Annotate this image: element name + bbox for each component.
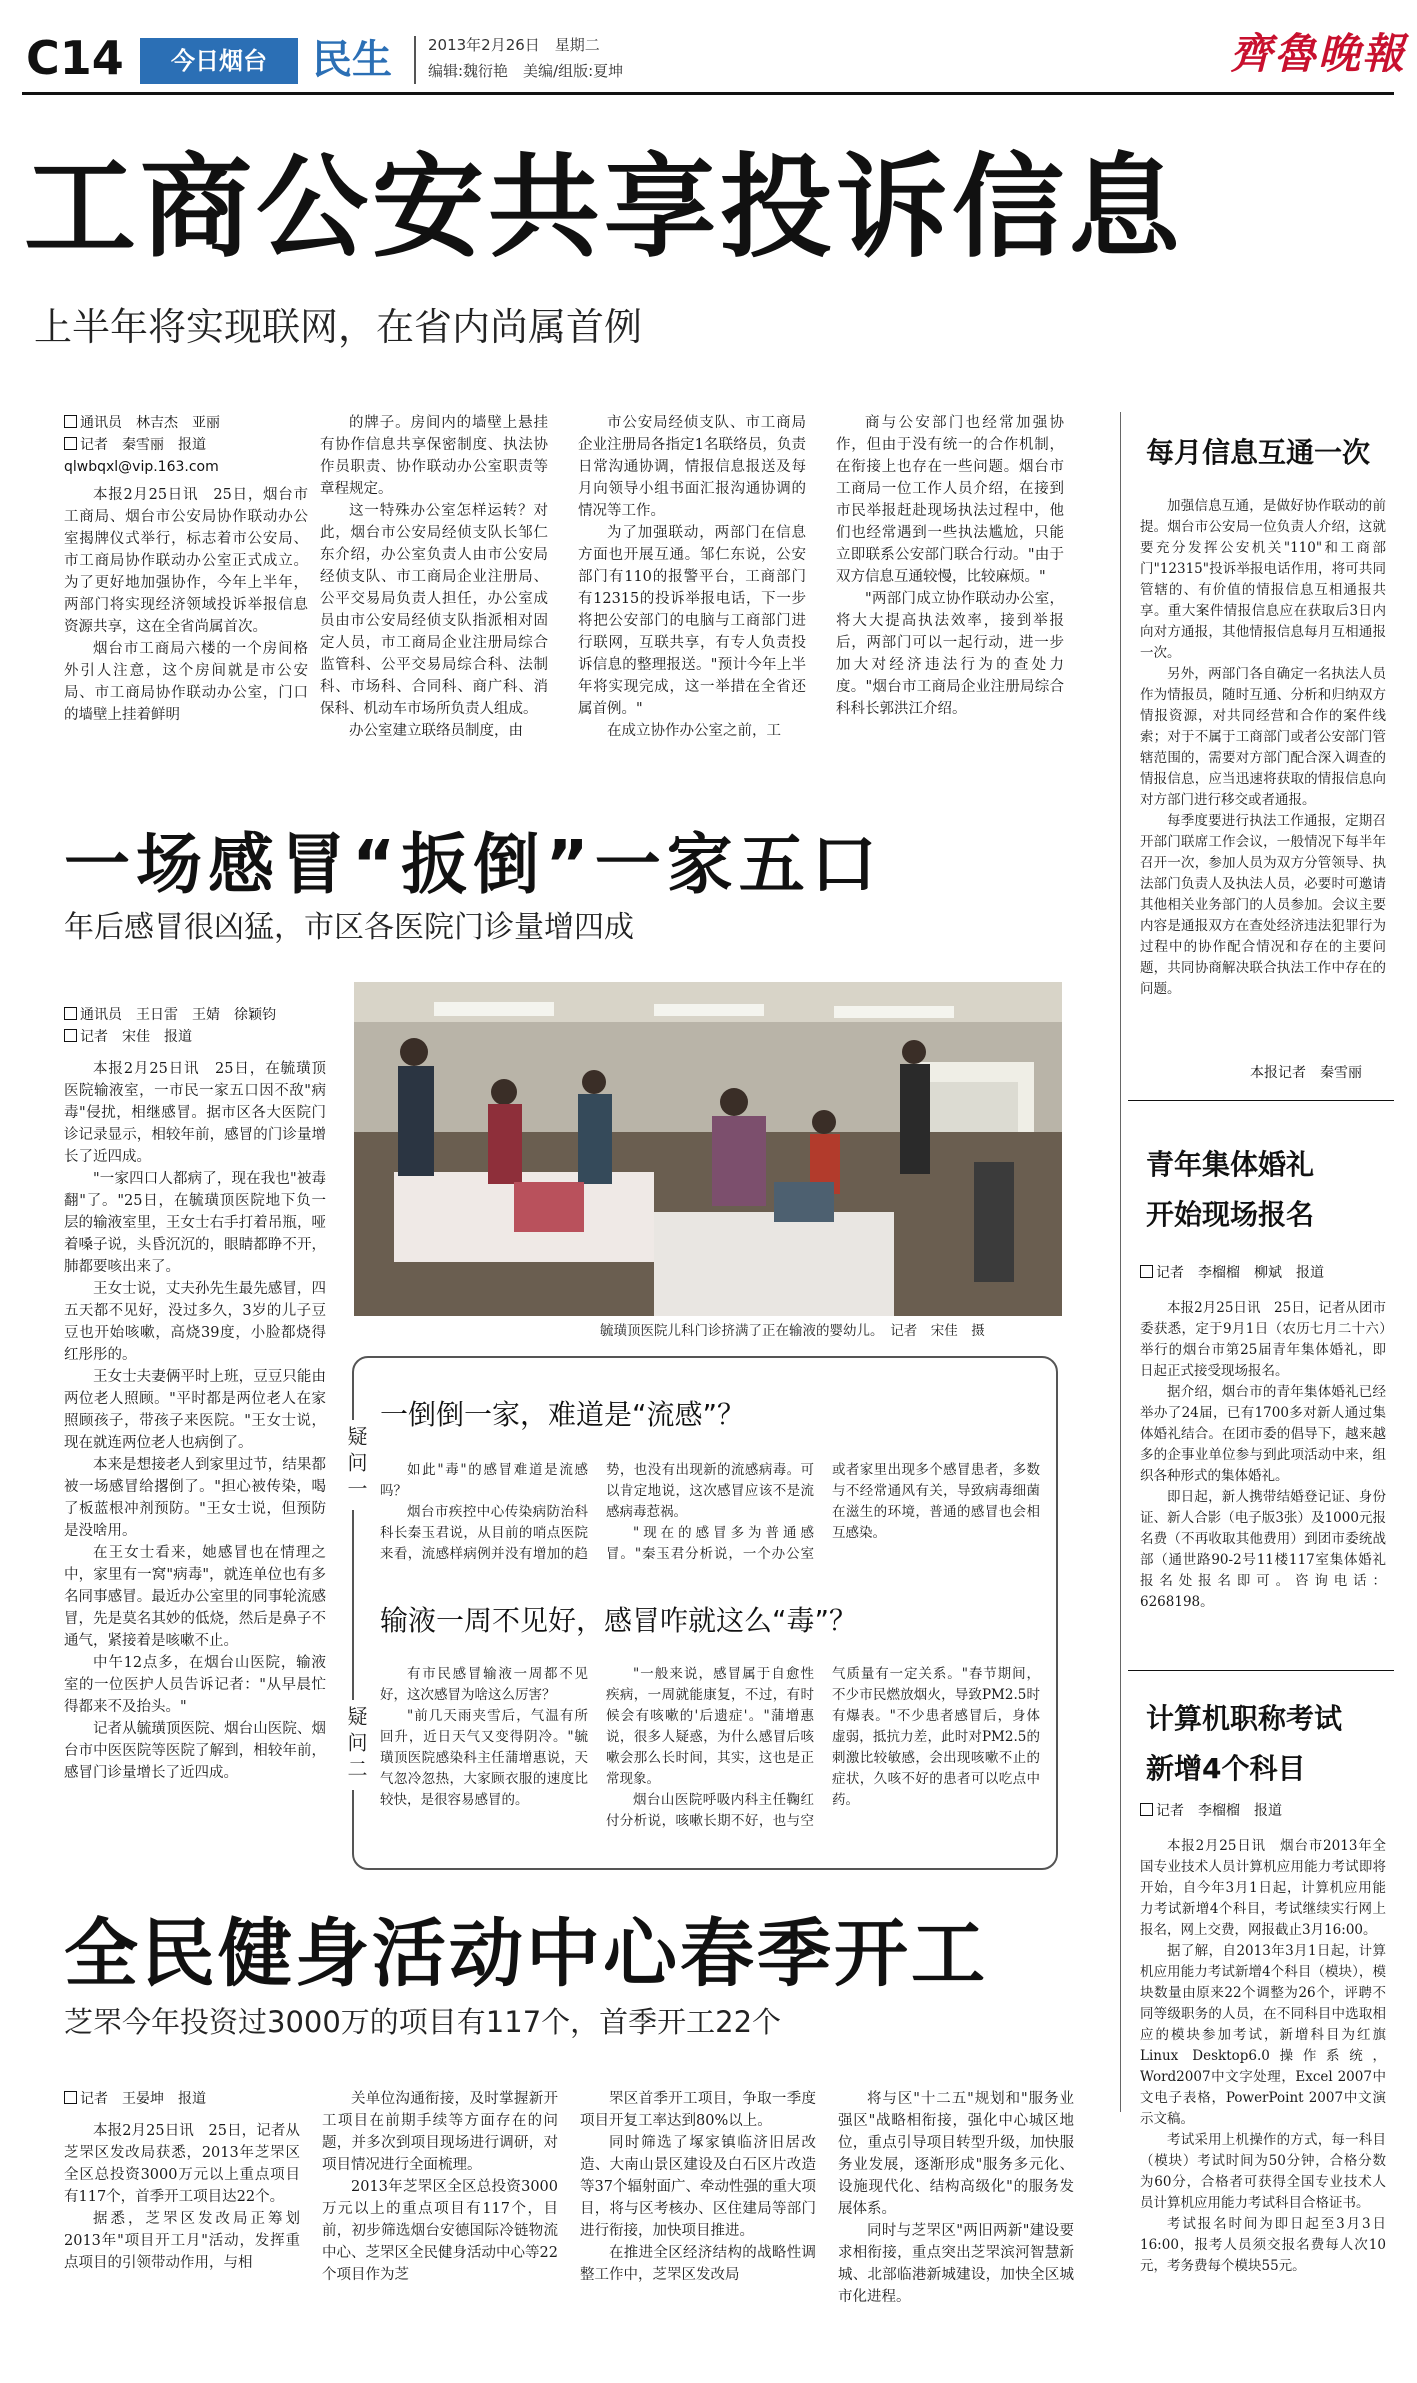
qa1-label: 疑问一 [338, 1420, 375, 1510]
page-number: C14 [26, 31, 124, 85]
byline-story3 [64, 2088, 206, 2110]
qa2-text [380, 1664, 1040, 1852]
paragraph: 据悉，芝罘区发改局正筹划2013年"项目开工月"活动，发挥重点项目的引领带动作用，与相 [64, 2211, 300, 2271]
subheadline-story3: 芝罘今年投资过3000万的项目有117个，首季开工22个 [64, 2005, 782, 2039]
paragraph: 烟台市疾控中心传染病防治科科长秦玉君说，从目前的哨点医院来看，流感样病例并没有增加的趋势，也没有出现新的流感病毒。可以肯定地说，这次感冒应该不是流感病毒惹祸。 [380, 1462, 814, 1562]
paragraph: 考试采用上机操作的方式，每一科目（模块）考试时间为50分钟，合格分数为60分，合格者可获得全国专业技术人员计算机应用能力考试科目合格证书。 [1140, 2132, 1386, 2211]
paragraph: 罘区首季开工项目，争取一季度项目开复工率达到80%以上。 [580, 2091, 816, 2129]
byline-story1 [64, 412, 304, 478]
paragraph: 这一特殊办公室怎样运转？对此，烟台市公安局经侦支队长邹仁东介绍，办公室负责人由市公安局经侦支队、市工商局企业注册局、公平交易局负责人担任，办公室成员由市公安局经侦支队指派相对固定人员，市工商局企业注册局综合监管科、公平交易局综合科、法制科、市场科、合同科、商广科、消保科、机动车市场所负责人组成。 [320, 503, 548, 717]
paragraph: "一家四口人都病了，现在我也"被毒翻"了。"25日，在毓璜顶医院地下负一层的输液室里，王女士右手打着吊瓶，哑着嗓子说，头昏沉沉的，眼睛都睁不开，肺都要咳出来了。 [64, 1171, 326, 1275]
paragraph: 烟台市工商局六楼的一个房间格外引人注意，这个房间就是市公安局、市工商局协作联动办公室，门口的墙壁上挂着鲜明 [64, 641, 308, 723]
sidebar3-title-line2: 新增4个科目 [1146, 1752, 1306, 1785]
paragraph: 加强信息互通，是做好协作联动的前提。烟台市公安局一位负责人介绍，这就要充分发挥公安机关"110"和工商部门"12315"投诉举报电话作用，将可共同管辖的、有价值的情报信息互相通报共享。重大案件情报信息应在获取后3日内向对方通报，其他情报信息每月互相通报一次。 [1140, 498, 1386, 661]
sidebar3-byline-text: 记者 李榴榴 报道 [1156, 1803, 1282, 1819]
paragraph: 关单位沟通衔接，及时掌握新开工项目在前期手续等方面存在的问题，并多次到项目现场进行调研，对项目情况进行全面梳理。 [322, 2091, 558, 2173]
byline-marker-icon [64, 1007, 77, 1020]
paragraph: 本报2月25日讯 25日，烟台市工商局、烟台市公安局协作联动办公室揭牌仪式举行，标志着市公安局、市工商局协作联动办公室正式成立。为了更好地加强协作，今年上半年，两部门将实现经济领域投诉举报信息资源共享，这在全省尚属首次。 [64, 487, 308, 635]
editors-credit: 编辑:魏衍艳 美编/组版:夏坤 [428, 62, 624, 80]
paragraph: 2013年芝罘区全区总投资3000万元以上的重点项目有117个，目前，初步筛选烟台安德国际冷链物流中心、芝罘区全民健身活动中心等22个项目作为芝 [322, 2179, 558, 2283]
paragraph: 在王女士看来，她感冒也在情理之中，家里有一窝"病毒"，就连单位也有多名同事感冒。最近办公室里的同事轮流感冒，先是莫名其妙的低烧，然后是鼻子不通气，紧接着是咳嗽不止。 [64, 1545, 326, 1649]
paragraph: 本报2月25日讯 25日，在毓璜顶医院输液室，一市民一家五口因不敌"病毒"侵扰，相继感冒。据市区各大医院门诊记录显示，相较年前，感冒的门诊量增长了近四成。 [64, 1061, 326, 1165]
qa1-title: 一倒倒一家，难道是“流感”？ [380, 1398, 746, 1431]
section-name: 民生 [312, 37, 392, 83]
story3-column-3 [580, 2088, 816, 2362]
sidebar-rule [1120, 412, 1121, 2112]
paragraph: 本来是想接老人到家里过节，结果都被一场感冒给撂倒了。"担心被传染，喝了板蓝根冲剂预防。"王女士说，但预防是没啥用。 [64, 1457, 326, 1539]
paragraph: 市公安局经侦支队、市工商局企业注册局各指定1名联络员，负责日常沟通协调，情报信息报送及每月向领导小组书面汇报沟通协调的情况等工作。 [578, 415, 806, 519]
sidebar2-title-line2: 开始现场报名 [1146, 1198, 1315, 1231]
paragraph: 商与公安部门也经常加强协作，但由于没有统一的合作机制，在衔接上也存在一些问题。烟台市工商局一位工作人员介绍，在接到市民举报赶赴现场执法过程中，他们也经常遇到一些执法尴尬，只能立即联系公安部门联合行动。"由于双方信息互通较慢，比较麻烦。" [836, 415, 1064, 585]
byline-marker-icon [64, 1029, 77, 1042]
paragraph: "一般来说，感冒属于自愈性疾病，一周就能康复，不过，有时候会有咳嗽的'后遗症'。"蒲增惠说，很多人疑惑，为什么感冒后咳嗽会那么长时间，其实，这也是正常现象。 [606, 1666, 814, 1787]
byline-correspondents: 通讯员 林吉杰 亚丽 [80, 415, 220, 431]
issue-date: 2013年2月26日 星期二 [428, 36, 600, 54]
sidebar2-text [1140, 1298, 1386, 1662]
paragraph: 王女士说，丈夫孙先生最先感冒，四五天都不见好，没过多久，3岁的儿子豆豆也开始咳嗽，高烧39度，小脸都烧得红彤彤的。 [64, 1281, 326, 1363]
reporter-email: qlwbqxl@vip.163.com [64, 459, 219, 475]
byline-marker-icon [1140, 1265, 1153, 1278]
qa1-text [380, 1460, 1040, 1590]
sidebar2-byline [1140, 1262, 1324, 1284]
paragraph: 办公室建立联络员制度，由 [349, 723, 523, 739]
byline-reporter: 记者 王晏坤 报道 [80, 2091, 206, 2107]
paragraph: 另外，两部门各自确定一名执法人员作为情报员，随时互通、分析和归纳双方情报资源，对共同经营和合作的案件线索；对于不属于工商部门或者公安部门管辖范围的，需要对方部门配合深入调查的情报信息，应当迅速将获取的情报信息向对方部门进行移交或者通报。 [1140, 666, 1386, 808]
paragraph: "两部门成立协作联动办公室，将大大提高执法效率，接到举报后，两部门可以一起行动，进一步加大对经济违法行为的查处力度。"烟台市工商局企业注册局综合科科长郭洪江介绍。 [836, 591, 1064, 717]
sidebar3-title-line1: 计算机职称考试 [1146, 1702, 1343, 1735]
paragraph: 中午12点多，在烟台山医院，输液室的一位医护人员告诉记者："从早晨忙得都来不及抬头。" [64, 1655, 326, 1715]
byline-correspondents: 通讯员 王日雷 王婧 徐颖钧 [80, 1007, 276, 1023]
paragraph: 据了解，自2013年3月1日起，计算机应用能力考试新增4个科目（模块），模块数量由原来22个调整为26个，评聘不同等级职务的人员，在不同科目中选取相应的模块参加考试，新增科目为红旗Linux Desktop6.0操作系统，Word2007中文字处理，Excel 2007中文电子表格，PowerPoint 2007中文演示文稿。 [1140, 1943, 1386, 2127]
subheadline-story2: 年后感冒很凶猛，市区各医院门诊量增四成 [64, 910, 634, 945]
story1-column-3 [578, 412, 806, 784]
story2-main-column [64, 1058, 326, 1848]
story1-column-1 [64, 484, 308, 784]
paragraph: 在推进全区经济结构的战略性调整工作中，芝罘区发改局 [580, 2245, 816, 2283]
byline-marker-icon [64, 437, 77, 450]
paragraph: 将与区"十二五"规划和"服务业强区"战略相衔接，强化中心城区地位，重点引导项目转型升级，加快服务业发展，逐渐形成"服务多元化、设施现代化、结构高级化"的服务发展体系。 [838, 2091, 1074, 2217]
sidebar3-text [1140, 1836, 1386, 2356]
byline-reporter: 记者 宋佳 报道 [80, 1029, 192, 1045]
news-photo [354, 982, 1062, 1316]
sidebar2-byline-text: 记者 李榴榴 柳斌 报道 [1156, 1265, 1324, 1281]
headline-story1: 工商公安共享投诉信息 [24, 143, 1184, 273]
sidebar3-byline [1140, 1800, 1282, 1822]
qa2-label: 疑问二 [338, 1700, 375, 1790]
sidebar1-bottom-rule [1128, 1100, 1394, 1101]
paragraph: 的牌子。房间内的墙壁上悬挂有协作信息共享保密制度、执法协作员职责、协作联动办公室职责等章程规定。 [320, 415, 548, 497]
paragraph: 本报2月25日讯 25日，记者从芝罘区发改局获悉，2013年芝罘区全区总投资3000万元以上重点项目有117个，首季开工项目达22个。 [64, 2123, 300, 2205]
byline-story2 [64, 1004, 364, 1048]
sidebar2-title-line1: 青年集体婚礼 [1146, 1148, 1315, 1181]
story1-column-2 [320, 412, 548, 784]
sidebar2-bottom-rule [1128, 1670, 1394, 1671]
newspaper-logo: 齊魯晚報 [1230, 29, 1407, 78]
paragraph: 如此"毒"的感冒难道是流感吗？ [380, 1462, 588, 1499]
story3-column-4 [838, 2088, 1074, 2362]
paragraph: 同时筛选了塚家镇临济旧居改造、大南山景区建设及白石区片改造等37个辐射面广、牵动性强的重大项目，将与区考核办、区住建局等部门进行衔接，加快项目推进。 [580, 2135, 816, 2239]
header-rule [22, 92, 1394, 95]
paragraph: 王女士夫妻俩平时上班，豆豆只能由两位老人照顾。"平时都是两位老人在家照顾孩子，带孩子来医院。"王女士说，现在就连两位老人也病倒了。 [64, 1369, 326, 1451]
photo-caption: 毓璜顶医院儿科门诊挤满了正在输液的婴幼儿。 记者 宋佳 摄 [600, 1323, 985, 1339]
paragraph: 即日起，新人携带结婚登记证、身份证、新人合影（电子版3张）及1000元报名费（不再收取其他费用）到团市委统战部（通世路90-2号11楼117室集体婚礼报名处报名即可。咨询电话：6268198。 [1140, 1489, 1386, 1610]
story3-column-2 [322, 2088, 558, 2362]
story3-column-1 [64, 2120, 300, 2362]
paragraph: 每季度要进行执法工作通报，定期召开部门联席工作会议，一般情况下每半年召开一次，参加人员为双方分管领导、执法部门负责人及执法人员，必要时可邀请其他相关业务部门的人员参加。会议主要内容是通报双方在查处经济违法犯罪行为过程中的协作配合情况和存在的主要问题，共同协商解决联合执法工作中存在的问题。 [1140, 813, 1386, 997]
paragraph: 考试报名时间为即日起至3月3日16:00，报考人员须交报名费每人次10元，考务费每个模块55元。 [1140, 2216, 1386, 2274]
subheadline-story1: 上半年将实现联网，在省内尚属首例 [34, 305, 643, 349]
paragraph: 在成立协作办公室之前，工 [607, 723, 781, 739]
byline-marker-icon [1140, 1803, 1153, 1816]
story1-column-4 [836, 412, 1064, 784]
sidebar1-text [1140, 496, 1386, 1066]
qa2-title: 输液一周不见好，感冒咋就这么“毒”？ [380, 1604, 858, 1637]
byline-marker-icon [64, 415, 77, 428]
paragraph: 有市民感冒输液一周都不见好，这次感冒为啥这么厉害？ [380, 1666, 588, 1703]
byline-reporter: 记者 秦雪丽 报道 [80, 437, 206, 453]
paragraph: 本报2月25日讯 烟台市2013年全国专业技术人员计算机应用能力考试即将开始，自今年3月1日起，计算机应用能力考试新增4个科目，考试继续实行网上报名，网上交费，网报截止3月16:00。 [1140, 1838, 1386, 1938]
section-tag: 今日烟台 [140, 38, 298, 84]
paragraph: "前几天雨夹雪后，气温有所回升，近日天气又变得阴冷。"毓璜顶医院感染科主任蒲增惠说，天气忽冷忽热，大家顾衣服的速度比较快，是很容易感冒的。 [380, 1708, 588, 1808]
paragraph: 记者从毓璜顶医院、烟台山医院、烟台市中医医院等医院了解到，相较年前，感冒门诊量增长了近四成。 [64, 1721, 326, 1781]
paragraph: 烟台山医院呼吸内科主任鞠红付分析说，咳嗽长期不好，也与空气质量有一定关系。"春节期间，不少市民燃放烟火，导致PM2.5时有爆表。"不少患者感冒后，身体虚弱，抵抗力差，此时对PM2.5的刺激比较敏感，会出现咳嗽不止的症状，久咳不好的患者可以吃点中药。 [606, 1666, 1040, 1829]
headline-story2: 一场感冒“扳倒”一家五口 [64, 826, 883, 903]
paragraph: "现在的感冒多为普通感冒。"秦玉君分析说，一个办公室或者家里出现多个感冒患者，多数与不经常通风有关，导致病毒细菌在滋生的环境，普通的感冒也会相互感染。 [606, 1462, 1040, 1562]
paragraph: 据介绍，烟台市的青年集体婚礼已经举办了24届，已有1700多对新人通过集体婚礼结合。在团市委的倡导下，越来越多的企事业单位参与到此项活动中来，组织各种形式的集体婚礼。 [1140, 1384, 1386, 1484]
sidebar1-title: 每月信息互通一次 [1146, 436, 1371, 469]
paragraph: 本报2月25日讯 25日，记者从团市委获悉，定于9月1日（农历七月二十六）举行的烟台市第25届青年集体婚礼，即日起正式接受现场报名。 [1140, 1300, 1386, 1379]
infusion-room-photo [354, 982, 1062, 1316]
header-divider [414, 36, 416, 84]
byline-marker-icon [64, 2091, 77, 2104]
sidebar1-credit: 本报记者 秦雪丽 [1250, 1065, 1362, 1081]
paragraph: 同时与芝罘区"两旧两新"建设要求相衔接，重点突出芝罘滨河智慧新城、北部临港新城建设，加快全区城市化进程。 [838, 2223, 1074, 2305]
headline-story3: 全民健身活动中心春季开工 [64, 1911, 988, 1997]
paragraph: 为了加强联动，两部门在信息方面也开展互通。邹仁东说，公安部门有110的报警平台，工商部门有12315的投诉举报电话，下一步将把公安部门的电脑与工商部门进行联网，互联共享，有专人负责投诉信息的整理报送。"预计今年上半年将实现完成，这一举措在全省还属首例。" [578, 525, 806, 717]
